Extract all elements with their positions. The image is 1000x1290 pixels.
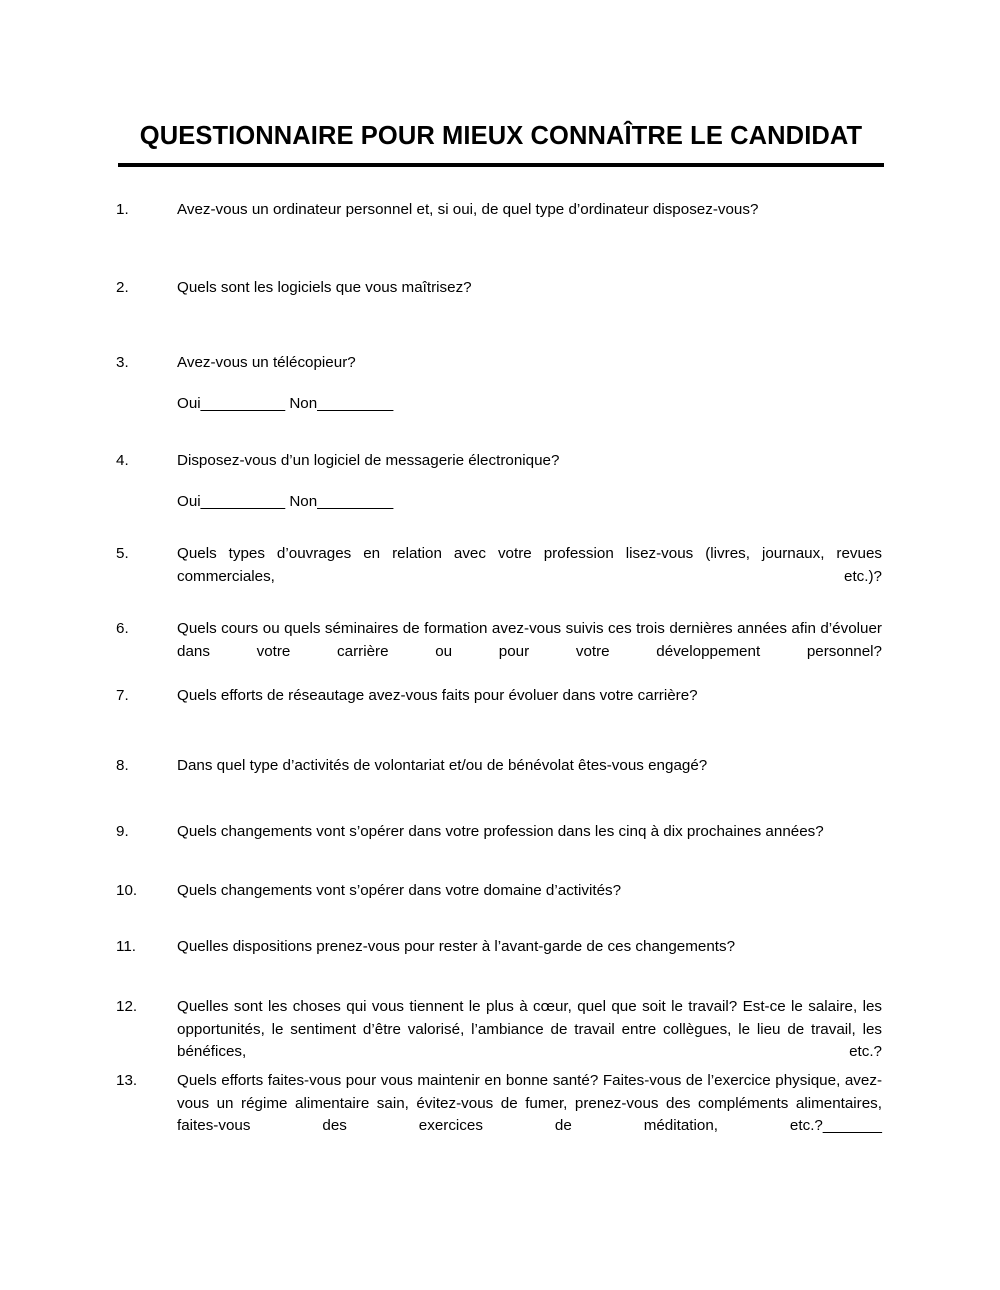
no-blank[interactable]: _________ bbox=[317, 493, 394, 510]
yes-blank[interactable]: __________ bbox=[200, 493, 286, 510]
page-title: QUESTIONNAIRE POUR MIEUX CONNAÎTRE LE CANDIDAT bbox=[139, 122, 863, 151]
no-blank[interactable]: _________ bbox=[317, 395, 394, 412]
question-text: Quels types d’ouvrages en relation avec votre profession lisez-vous (livres, journaux, revues commerciales, etc.)? bbox=[177, 545, 882, 585]
question-row bbox=[116, 755, 882, 778]
question-text: Quels efforts faites-vous pour vous maintenir en bonne santé? Faites-vous de l’exercice physique, avez-vous un régime alimentaire sain, évitez-vous de fumer, prenez-vous des compléments alimentaires, faites-vous des exercices de méditation, etc.?_______ bbox=[177, 1072, 882, 1134]
question-row bbox=[116, 618, 882, 686]
question-number: 10. bbox=[116, 882, 138, 899]
question-row bbox=[116, 821, 882, 844]
question-number: 4. bbox=[116, 452, 129, 469]
question-number: 5. bbox=[116, 545, 129, 562]
question-text: Quels changements vont s’opérer dans votre domaine d’activités? bbox=[177, 882, 622, 899]
question-text: Quels efforts de réseautage avez-vous faits pour évoluer dans votre carrière? bbox=[177, 687, 698, 704]
question-row bbox=[116, 352, 882, 375]
question-text: Avez-vous un ordinateur personnel et, si oui, de quel type d’ordinateur disposez-vous? bbox=[177, 201, 759, 218]
question-number: 2. bbox=[116, 279, 129, 296]
yes-no-answer-line bbox=[177, 491, 393, 514]
question-number: 8. bbox=[116, 757, 129, 774]
question-row bbox=[116, 199, 882, 222]
question-text: Quels cours ou quels séminaires de formation avez-vous suivis ces trois dernières années afin d’évoluer dans votre carrière ou pour votre développement personnel? bbox=[177, 620, 882, 660]
question-number: 1. bbox=[116, 201, 129, 218]
question-text: Quels sont les logiciels que vous maîtrisez? bbox=[177, 279, 472, 296]
question-row bbox=[116, 685, 882, 708]
question-row bbox=[116, 880, 882, 903]
question-text: Dans quel type d’activités de volontariat et/ou de bénévolat êtes-vous engagé? bbox=[177, 757, 708, 774]
yes-no-answer-line bbox=[177, 393, 393, 416]
answer-blank[interactable]: _______ bbox=[822, 1117, 882, 1134]
question-text: Disposez-vous d’un logiciel de messagerie électronique? bbox=[177, 452, 560, 469]
yes-label: Oui bbox=[177, 493, 201, 510]
question-number: 6. bbox=[116, 620, 129, 637]
question-number: 12. bbox=[116, 998, 138, 1015]
question-text: Avez-vous un télécopieur? bbox=[177, 354, 356, 371]
question-number: 11. bbox=[116, 938, 136, 955]
question-row bbox=[116, 1070, 882, 1160]
question-row bbox=[116, 450, 882, 473]
question-number: 7. bbox=[116, 687, 129, 704]
question-row bbox=[116, 543, 882, 611]
question-number: 3. bbox=[116, 354, 129, 371]
question-text: Quels changements vont s’opérer dans votre profession dans les cinq à dix prochaines années? bbox=[177, 823, 824, 840]
question-number: 9. bbox=[116, 823, 129, 840]
question-row bbox=[116, 277, 882, 300]
question-text: Quelles dispositions prenez-vous pour rester à l’avant-garde de ces changements? bbox=[177, 938, 736, 955]
question-row bbox=[116, 936, 882, 959]
yes-label: Oui bbox=[177, 395, 201, 412]
question-number: 13. bbox=[116, 1072, 138, 1089]
no-label: Non bbox=[289, 395, 318, 412]
title-divider-rule bbox=[118, 163, 884, 167]
question-text: Quelles sont les choses qui vous tiennent le plus à cœur, quel que soit le travail? Est-ce le salaire, les opportunités, le sentiment d’être valorisé, l’ambiance de travail entre collègues, le lieu de travail, les bénéfices, etc.? bbox=[177, 998, 882, 1060]
yes-blank[interactable]: __________ bbox=[200, 395, 286, 412]
no-label: Non bbox=[289, 493, 318, 510]
